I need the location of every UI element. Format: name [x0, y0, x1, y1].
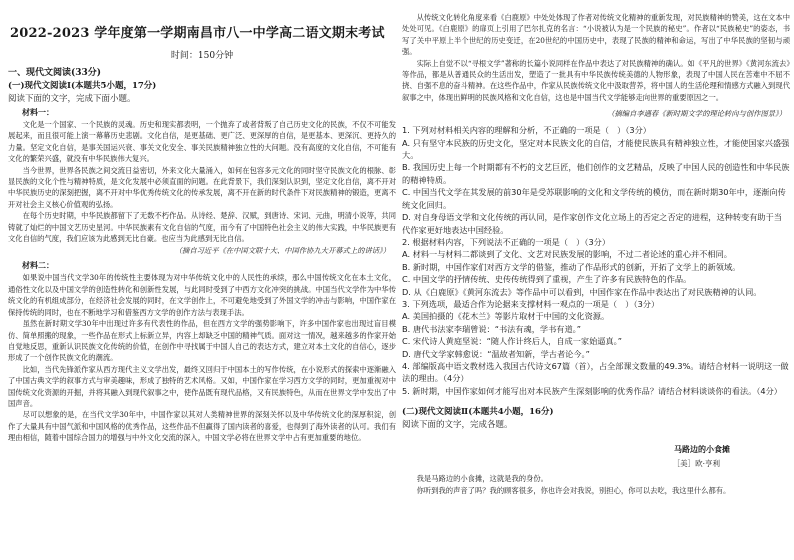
story-author: ［美］欧·亨利 — [672, 459, 720, 469]
question: 1. 下列对材料相关内容的理解和分析，不正确的一项是（ ）（3分） — [402, 125, 651, 136]
paragraph: 文化是一个国家、一个民族的灵魂。历史和现实都表明，一个抛弃了或者背叛了自己历史文化的民族，不仅不可能发展起来，而且很可能上演一幕幕历史悲剧。文化自信，是更基础、更广泛、更深厚的自信，是更基本、更深沉、更持久的力量。坚定文化自信，是事关国运兴衰、事关文化安全、事关民族精神独立性的大问题。没有高度的文化自信，不可能有文化的繁荣兴盛，就没有中华民族伟大复兴。 — [8, 120, 396, 164]
subsection-heading: (二)现代文阅读Ⅱ(本题共4小题，16分) — [402, 407, 554, 418]
paragraph: 当今世界，世界各民族之间交流日益密切，外来文化大量涌入，如何在包容多元文化的同时坚守民族文化的根脉、彰显民族的文化个性与精神特质，是文化发展中必须直面的问题。在此背景下，我们深刻认识到，坚定文化自信，离不开对中华民族历史的深刻把握，离不开对中华优秀传统文化的传承发展，离不开在新的时代条件下对民族精神的锻造，更离不开对社会主义核心价值观的弘扬。 — [8, 165, 396, 209]
instruction: 阅读下面的文字，完成各题。 — [402, 420, 513, 431]
paragraph: 实际上自觉不以“寻根文学”著称的长篇小说同样在作品中表达了对民族精神的确认。如《平凡的世界》《黄河东流去》等作品，都是从普通民众的生活出发，塑造了一批具有中华民族传统美德的人物形象，表现了中国人民在苦难中不屈不挠、自强不息的奋斗精神。在这些作品中，作家从民族传统文化中汲取营养，将中国人的生活伦理和情感方式融入到现代叙事之中，体现出鲜明的民族风格和文化自信，这也是中国当代文学能够走向世界的重要原因之一。 — [402, 58, 790, 102]
exam-title: 2022-2023 学年度第一学期南昌市八一中学高二语文期末考试 — [10, 26, 385, 41]
source-citation: （摘自习近平《在中国文联十大、中国作协九大开幕式上的讲话》） — [174, 246, 390, 256]
question: 3. 下列选项，最适合作为论据来支撑材料一观点的一项是（ ）（3分） — [402, 298, 660, 309]
story-line: 你听到我的声音了吗？我的顾客很多，你也许会对我说，别担心，你可以去吃，我这里什么都有。 — [416, 485, 731, 495]
option: B. 唐代书法家李瑞曾说：“书法有魂，学书有道。” — [402, 323, 581, 334]
paragraph: 在每个历史时期，中华民族都留下了无数不朽作品。从诗经、楚辞、汉赋，到唐诗、宋词、元曲，明清小说等，共同铸就了灿烂的中国文艺历史星河。中华民族素有文化自信的气度，而今有了中国特色社会主义的伟大实践，中华民族更有文化自信的气度，我们应该为此感到无比自豪。也应当为此感到无比自信。 — [8, 211, 396, 244]
option: A. 材料一与材料二都谈到了文化、文艺对民族发展的影响，不过二者论述的重心并不相同。 — [402, 249, 732, 260]
source-citation: （摘编自李遇春《新时期文学的理论转向与创作图景》） — [607, 109, 786, 119]
story-line: 我是马路边的小食摊，这就是我的身份。 — [416, 474, 548, 484]
paragraph: 虽然在新时期文学30年中出现过许多有代表性的作品，但在西方文学的强势影响下，许多中国作家也出现过盲目模仿、简单照搬的现象，一些作品在形式上标新立异，内容上却缺乏中国的精神气质。面对这一情况，越来越多的作家开始自觉地反思，重新认识民族文化传统的价值，在创作中寻找属于中国人自己的表达方式，建立对本土文化的自信心，逐步形成了一个创作民族文化的潮流。 — [8, 319, 396, 363]
option: A. 只有坚守本民族的历史文化，坚定对本民族文化的自信，才能使民族具有精神独立性，才能使国家兴盛强大。 — [402, 137, 790, 161]
exam-time: 时间：150分钟 — [170, 51, 234, 61]
paragraph: 比如，当代先锋派作家从西方现代主义文学出发，最终又回归于中国本土的写作传统，在小说形式的探索中逐渐融入了中国古典文学的叙事方式与审美趣味，形成了独特的艺术风格。又如，中国作家在学习西方文学的同时，更加重视对中国传统文化资源的开掘，并将其融入到现代叙事之中，使作品既有现代品格，又有民族特色，从而在世界文学中发出了中国声音。 — [8, 364, 396, 408]
left-column — [8, 0, 396, 560]
option: D. 对自身母语文学和文化传统的再认同，是作家创作文化立场上的否定之否定的进程，这种转变有助于当代作家更好地表达中国经验。 — [402, 212, 782, 235]
option: B. 新时期，中国作家们对西方文学的借鉴，推动了作品形式的创新，开拓了文学上的新领域。 — [402, 261, 741, 272]
section-heading: 一、现代文阅读(33分) — [8, 68, 102, 78]
option: C. 中国文学的抒情传统、史传传统得到了重视，产生了许多有民族特色的作品。 — [402, 274, 692, 285]
material-one-label: 材料一： — [22, 107, 54, 117]
option: A. 美国拍摄的《花木兰》等影片取材于中国的文化资源。 — [402, 311, 610, 322]
option: C. 宋代诗人黄庭坚说：“随人作计终后人，自成一家始逼真。” — [402, 336, 622, 347]
option: D. 唐代文学家韩愈说：“温故者知新，学古者论今。” — [402, 348, 590, 359]
paragraph: 如果说中国当代文学30年的传统性主要体现为对中华传统文化中的人民性的承续，那么中国传统文化在本土文化，通俗性文化以及中国文学的创造性转化和创新性发展，与此同时受到了中西方文化冲突的挑战。中国当代文学作为中华传统文化的有机组成部分，在经济社会发展的同时，在文学创作上，不可避免地受到了外国文学的冲击与影响，中国作家在保持传统的同时，也在不断地学习和借鉴西方文学的创作方法与表现手法。 — [8, 273, 396, 317]
right-column — [402, 0, 790, 560]
paragraph: 尽可以想象的是，在当代文学30年中，中国作家以其对人类精神世界的深刻关怀以及中华传统文化的深厚积淀，创作了大量具有中国气派和中国风格的优秀作品，这些作品不但赢得了国内读者的喜爱，也得到了海外读者的认可。我们有理由相信，随着中国综合国力的增强与中外文化交流的深入，中国文学必将在世界文学中占有更加重要的地位。 — [8, 410, 396, 443]
question: 2. 根据材料内容，下列说法不正确的一项是（ ）（3分） — [402, 236, 611, 247]
option: D. 从《白鹿原》《黄河东流去》等作品中可以看到，中国作家在作品中表达出了对民族精神的认同。 — [402, 286, 762, 297]
question: 5. 新时期，中国作家如何才能写出对本民族产生深刻影响的优秀作品？请结合材料谈谈你的看法。（4分） — [402, 385, 782, 396]
paragraph: 从传统文化转化角度来看《白鹿原》中处处体现了作者对传统文化精神的重新发现，对民族精神的赞美，这在文本中处处可见。《白鹿原》的扉页上引用了巴尔扎克的名言：“小说被认为是一个民族的秘史”。作者以“民族秘史”的姿态，书写了关中平原上半个世纪的历史变迁，在20世纪的中国历史中，表现了民族的精神和命运，写出了中华民族的坚韧与顽强。 — [402, 13, 790, 57]
option: B. 我国历史上每一个时期都有不朽的文艺巨匠，他们创作的文艺精品，反映了中国人民的创造性和中华民族的精神特质。 — [402, 162, 790, 185]
material-two-label: 材料二： — [22, 260, 54, 271]
question: 4. 部编版高中语文教材选入我国古代诗文67篇（首），占全部课文数量的49.3%。请结合材料一说明这一做法的理由。（4分） — [402, 360, 789, 384]
story-title: 马路边的小食摊 — [674, 444, 730, 455]
instruction: 阅读下面的文字，完成下面小题。 — [8, 94, 136, 104]
subsection-heading: (一)现代文阅读Ⅰ(本题共5小题，17分) — [8, 81, 157, 91]
option: C. 中国当代文学在其发展的前30年是受苏联影响的文化和文学传统的模仿，而在新时期30年中，逐渐向传统文化回归。 — [402, 187, 786, 210]
